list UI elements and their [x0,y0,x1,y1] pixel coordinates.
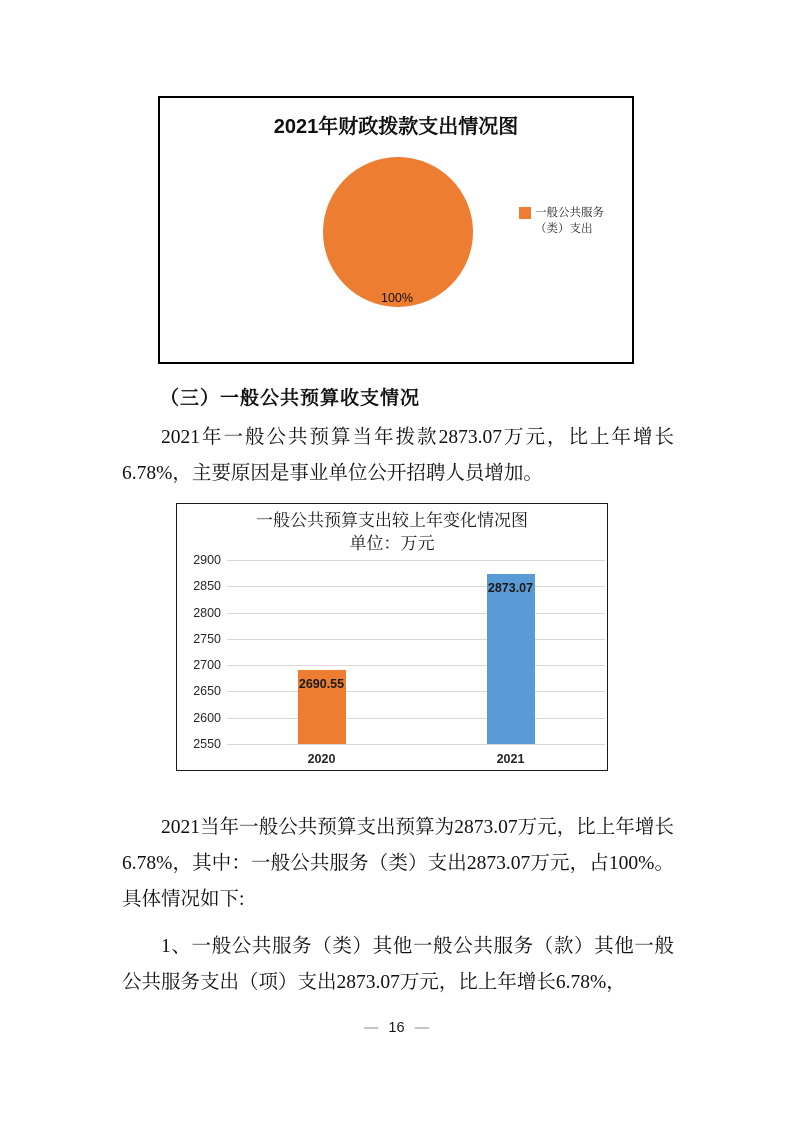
page-number-dash-left: — [363,1020,379,1036]
gridline [227,718,605,719]
bar [487,574,535,744]
y-tick-label: 2900 [193,553,221,567]
page-number-value: 16 [388,1020,405,1036]
page-number-dash-right: — [414,1020,430,1036]
paragraph-1: 2021年一般公共预算当年拨款2873.07万元，比上年增长6.78%，主要原因是事业单位公开招聘人员增加。 [122,427,674,484]
bar-chart-title-text: 一般公共预算支出较上年变化情况图 [256,511,528,530]
y-tick-label: 2550 [193,737,221,751]
y-tick-label: 2850 [193,579,221,594]
page-number [0,1020,793,1036]
gridline [227,586,605,587]
pie-legend [519,205,604,237]
gridline [227,691,605,692]
gridline [227,639,605,640]
bar-value-label: 2873.07 [487,581,534,596]
pie-chart-title: 2021年财政拨款支出情况图 [273,116,519,138]
bar-value-label: 2690.55 [298,677,345,692]
paragraph-3: 1、一般公共服务（类）其他一般公共服务（款）其他一般公共服务支出（项）支出2873.07万元，比上年增长6.78%， [122,936,674,993]
y-tick-label: 2800 [193,605,221,620]
y-tick-label: 2750 [193,631,221,646]
y-tick-label: 2700 [193,658,221,673]
legend-swatch-icon [519,207,531,219]
section-heading: （三）一般公共预算收支情况 [160,388,421,409]
bar-chart-subtitle: 单位：万元 [349,534,435,553]
x-tick-label: 2021 [496,752,525,766]
y-tick-label: 2600 [193,710,221,725]
pie-data-label: 100% [381,291,413,305]
bar-chart [176,503,608,771]
gridline [227,560,605,561]
legend-label [535,205,604,237]
legend-label-line2: （类）支出 [535,223,593,235]
pie-chart [158,96,634,364]
x-tick-label: 2020 [307,752,336,766]
gridline [227,613,605,614]
bar-chart-plot [177,504,607,770]
legend-label-line1: 一般公共服务 [535,207,604,219]
y-tick-label: 2650 [193,684,221,699]
paragraph-2: 2021当年一般公共预算支出预算为2873.07万元，比上年增长6.78%，其中：一般公共服务（类）支出2873.07万元，占100%。具体情况如下: [122,817,674,910]
gridline [227,665,605,666]
gridline [227,744,605,745]
pie-slice [323,157,473,307]
